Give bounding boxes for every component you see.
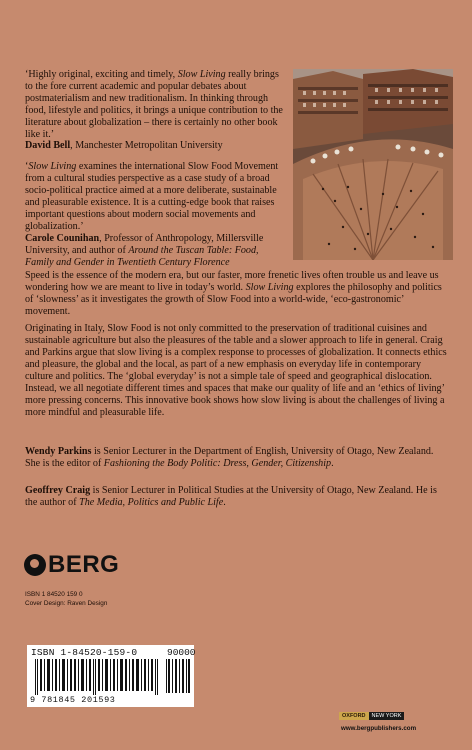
quote-1-text: ‘Highly original, exciting and timely, Slow Living really brings to the fore current academic and popular debates about postmaterialism and new traditionalism. In thinking through food, lifestyle and politics, it brings a unique contribution to the literature about globalization – there is certainly no other book like it.’ bbox=[25, 69, 283, 140]
isbn-line: ISBN 1 84520 159 0 bbox=[25, 591, 83, 598]
oxford-label: OXFORD bbox=[339, 712, 369, 720]
quote-1 bbox=[25, 69, 283, 152]
endorsement-quotes bbox=[25, 69, 283, 278]
publisher-cities bbox=[339, 712, 404, 720]
quote-1-affiliation: , Manchester Metropolitan University bbox=[70, 140, 223, 152]
author-bio-parkins bbox=[25, 446, 450, 470]
description-paragraph-2 bbox=[25, 323, 450, 419]
barcode-digits: 9 781845 201593 bbox=[30, 695, 116, 705]
berg-mark-icon bbox=[24, 554, 46, 576]
quote-2-text: ‘Slow Living examines the international Slow Food Movement from a cultural studies perspective as a case study of a broad socio-political practice aimed at a more deliberate, sustainable and pleasurable existence. It is a cutting-edge book that raises important questions about modern social movements and globalization.’ bbox=[25, 161, 279, 232]
berg-publisher-logo bbox=[24, 550, 119, 580]
cover-photo-piazza bbox=[293, 69, 453, 260]
quote-2-affiliation: , Professor of Anthropology, Millersville University, and author of bbox=[25, 232, 264, 256]
author-bio-craig bbox=[25, 485, 450, 509]
description-paragraph-1 bbox=[25, 270, 450, 318]
quote-2-author: Carole Counihan bbox=[25, 232, 100, 244]
author-bio-parkins-text: Wendy Parkins is Senior Lecturer in the Department of English, University of Otago, New Zealand. She is the editor of Fashioning the Body Politic: Dress, Gender, Citizenship. bbox=[25, 446, 434, 469]
description-paragraph-1-text: Speed is the essence of the modern era, but our faster, more frenetic lives often trouble us and leave us wondering how we are meant to live in today’s world. Slow Living explores the philosophy and politics of ‘slowness’ as it investigates the growth of Slow Food into a world-wide, ‘eco-gastronomic’ movement. bbox=[25, 270, 442, 317]
berg-logo-text: BERG bbox=[48, 551, 120, 578]
quote-2 bbox=[25, 161, 283, 268]
author-bio-craig-text: Geoffrey Craig is Senior Lecturer in Political Studies at the University of Otago, New Zealand. He is the author of The Media, Politics and Public Life. bbox=[25, 485, 437, 508]
quote-2-book-title: Around the Tuscan Table: Food, Family and Gender in Twentieth Century Florence bbox=[25, 244, 259, 268]
quote-1-author: David Bell bbox=[25, 140, 71, 152]
new-york-label: NEW YORK bbox=[369, 712, 405, 720]
barcode-isbn-text: ISBN 1-84520-159-0 bbox=[31, 647, 138, 658]
cover-design-credit: Cover Design: Raven Design bbox=[25, 600, 108, 607]
publisher-url: www.bergpublishers.com bbox=[341, 725, 417, 732]
ean-barcode-icon bbox=[35, 659, 161, 695]
price-barcode-icon bbox=[166, 659, 190, 693]
barcode-panel bbox=[27, 645, 194, 707]
description-paragraph-2-text: Originating in Italy, Slow Food is not only committed to the preservation of traditional cuisines and sustainable agriculture but also the pleasures of the table and a slower approach to life in general. Craig and Parkins argue that slow living is a complex response to processes of globalization. It connects ethics and pleasure, the global and the local, as part of a new emphasis on everyday life in contemporary culture and politics. The ‘global everyday’ is not a simple tale of speed and geographical dislocation. Instead, we all negotiate different times and spaces that make our quality of life and an ‘ethics of living’ more pressing concerns. This innovative book shows how slow living is about the challenges of living a more mindful and pleasurable life. bbox=[25, 323, 447, 418]
barcode-price-code: 90000 bbox=[167, 647, 196, 658]
isbn-credits bbox=[25, 590, 107, 608]
